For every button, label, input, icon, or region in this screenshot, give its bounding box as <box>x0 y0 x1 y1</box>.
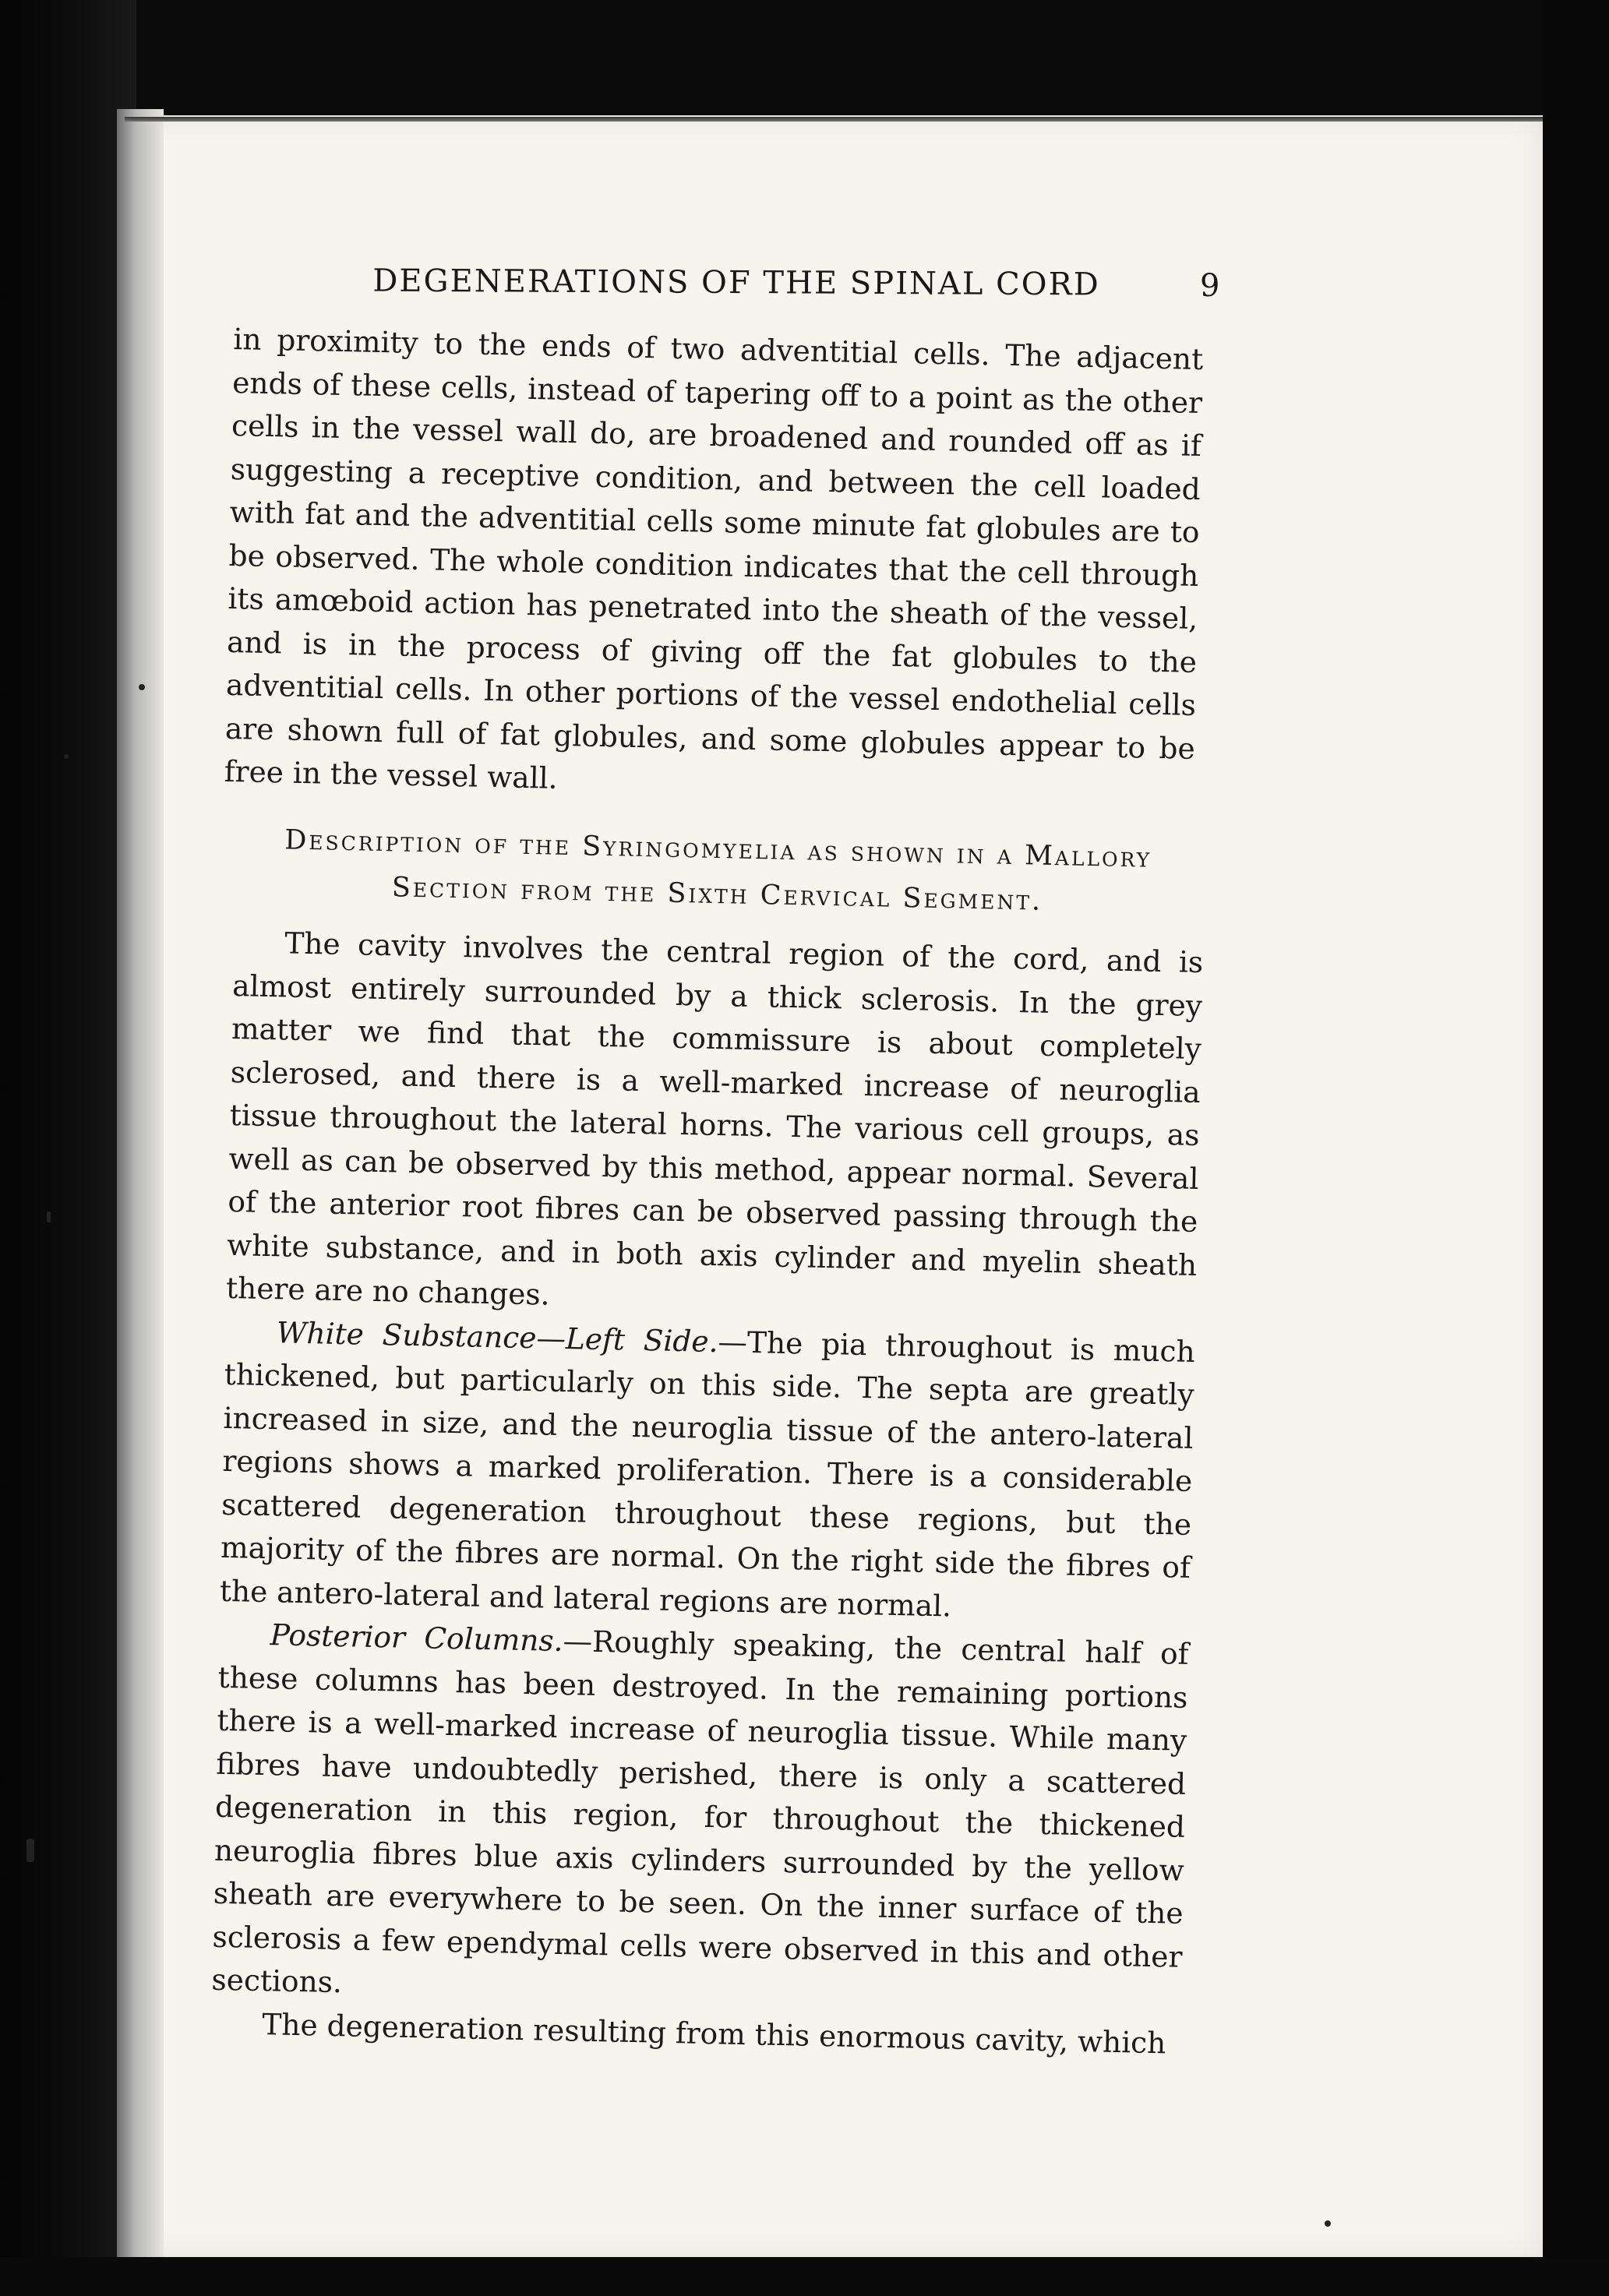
page-binding-shadow <box>117 109 164 2283</box>
page-number: 9 <box>1200 268 1220 304</box>
scanner-background-left <box>0 0 136 2296</box>
subheading-posterior-columns: Posterior Columns. <box>270 1617 564 1659</box>
paragraph-white-substance <box>219 1310 1195 1632</box>
paragraph-continuation: in proximity to the ends of two adventitial cells. The adjacent ends of these cells, instead of tapering off to a point as the other cells in the vessel wall do, are broadened and rounded off as if suggesting a receptive condition, and between the cell loaded with fat and the adventitial cells some minute fat globules are to be observed. The whole condition indicates that the cell through its amœboid action has penetrated into the sheath of the vessel, and is in the process of giving off the fat globules to the adventitial cells. In other portions of the vessel endothelial cells are shown full of fat globules, and some globules appear to be free in the vessel wall. <box>224 321 1204 795</box>
scanner-background-bottom <box>0 2257 1609 2296</box>
top-edge-rule <box>125 117 1543 122</box>
margin-speck <box>64 754 69 759</box>
margin-speck <box>26 1839 34 1862</box>
paragraph-cavity: The cavity involves the central region of the cord, and is almost entirely surrounded by a thick sclerosis. In the grey matter we find that the commissure is about completely sclerosed, and there is a well-marked increase of neuroglia tissue throughout the lateral horns. The various cell groups, as well as can be observed by this method, appear normal. Several of the anterior root fibres can be observed passing through the white substance, and in both axis cylinder and myelin sheath there are no changes. <box>225 926 1204 1312</box>
margin-speck <box>139 684 145 690</box>
section-heading-line-1: Description of the Syringomyelia as shown in a Mallory <box>284 824 1152 874</box>
paragraph-posterior-columns-text: —Roughly speaking, the central half of these columns has been destroyed. In the remaining portions there is a well-marked increase of neuroglia tissue. While many fibres have undoubtedly perished, there is only a scattered degeneration in this region, for throughout the thickened neuroglia fibres blue axis cylinders surrounded by the yellow sheath are everywhere to be seen. On the inner surface of the sclerosis a few ependymal cells were observed in this and other sections. <box>211 1624 1190 2000</box>
margin-speck <box>1325 2220 1331 2227</box>
paragraph-degeneration: The degeneration resulting from this enormous cavity, which <box>261 2006 1166 2060</box>
paragraph-posterior-columns <box>211 1613 1189 2022</box>
text-block-lower <box>210 921 1204 2065</box>
margin-speck <box>47 1211 51 1222</box>
paragraph-white-substance-text: —The pia throughout is much thickened, but particularly on this side. The septa are greatly increased in size, and the neuroglia tissue of the antero-lateral regions shows a marked proliferation. There is a considerable scattered degeneration throughout these regions, but the majority of the fibres are normal. On the right side the fibres of the antero-lateral and lateral regions are normal. <box>219 1324 1196 1623</box>
section-heading-line-2: Section from the Sixth Cervical Segment. <box>391 872 1043 917</box>
text-block-upper <box>224 318 1204 813</box>
running-title: DEGENERATIONS OF THE SPINAL CORD <box>372 263 1100 303</box>
scanner-background-right <box>1543 0 1609 2296</box>
subheading-white-substance: White Substance—Left Side. <box>276 1314 719 1359</box>
